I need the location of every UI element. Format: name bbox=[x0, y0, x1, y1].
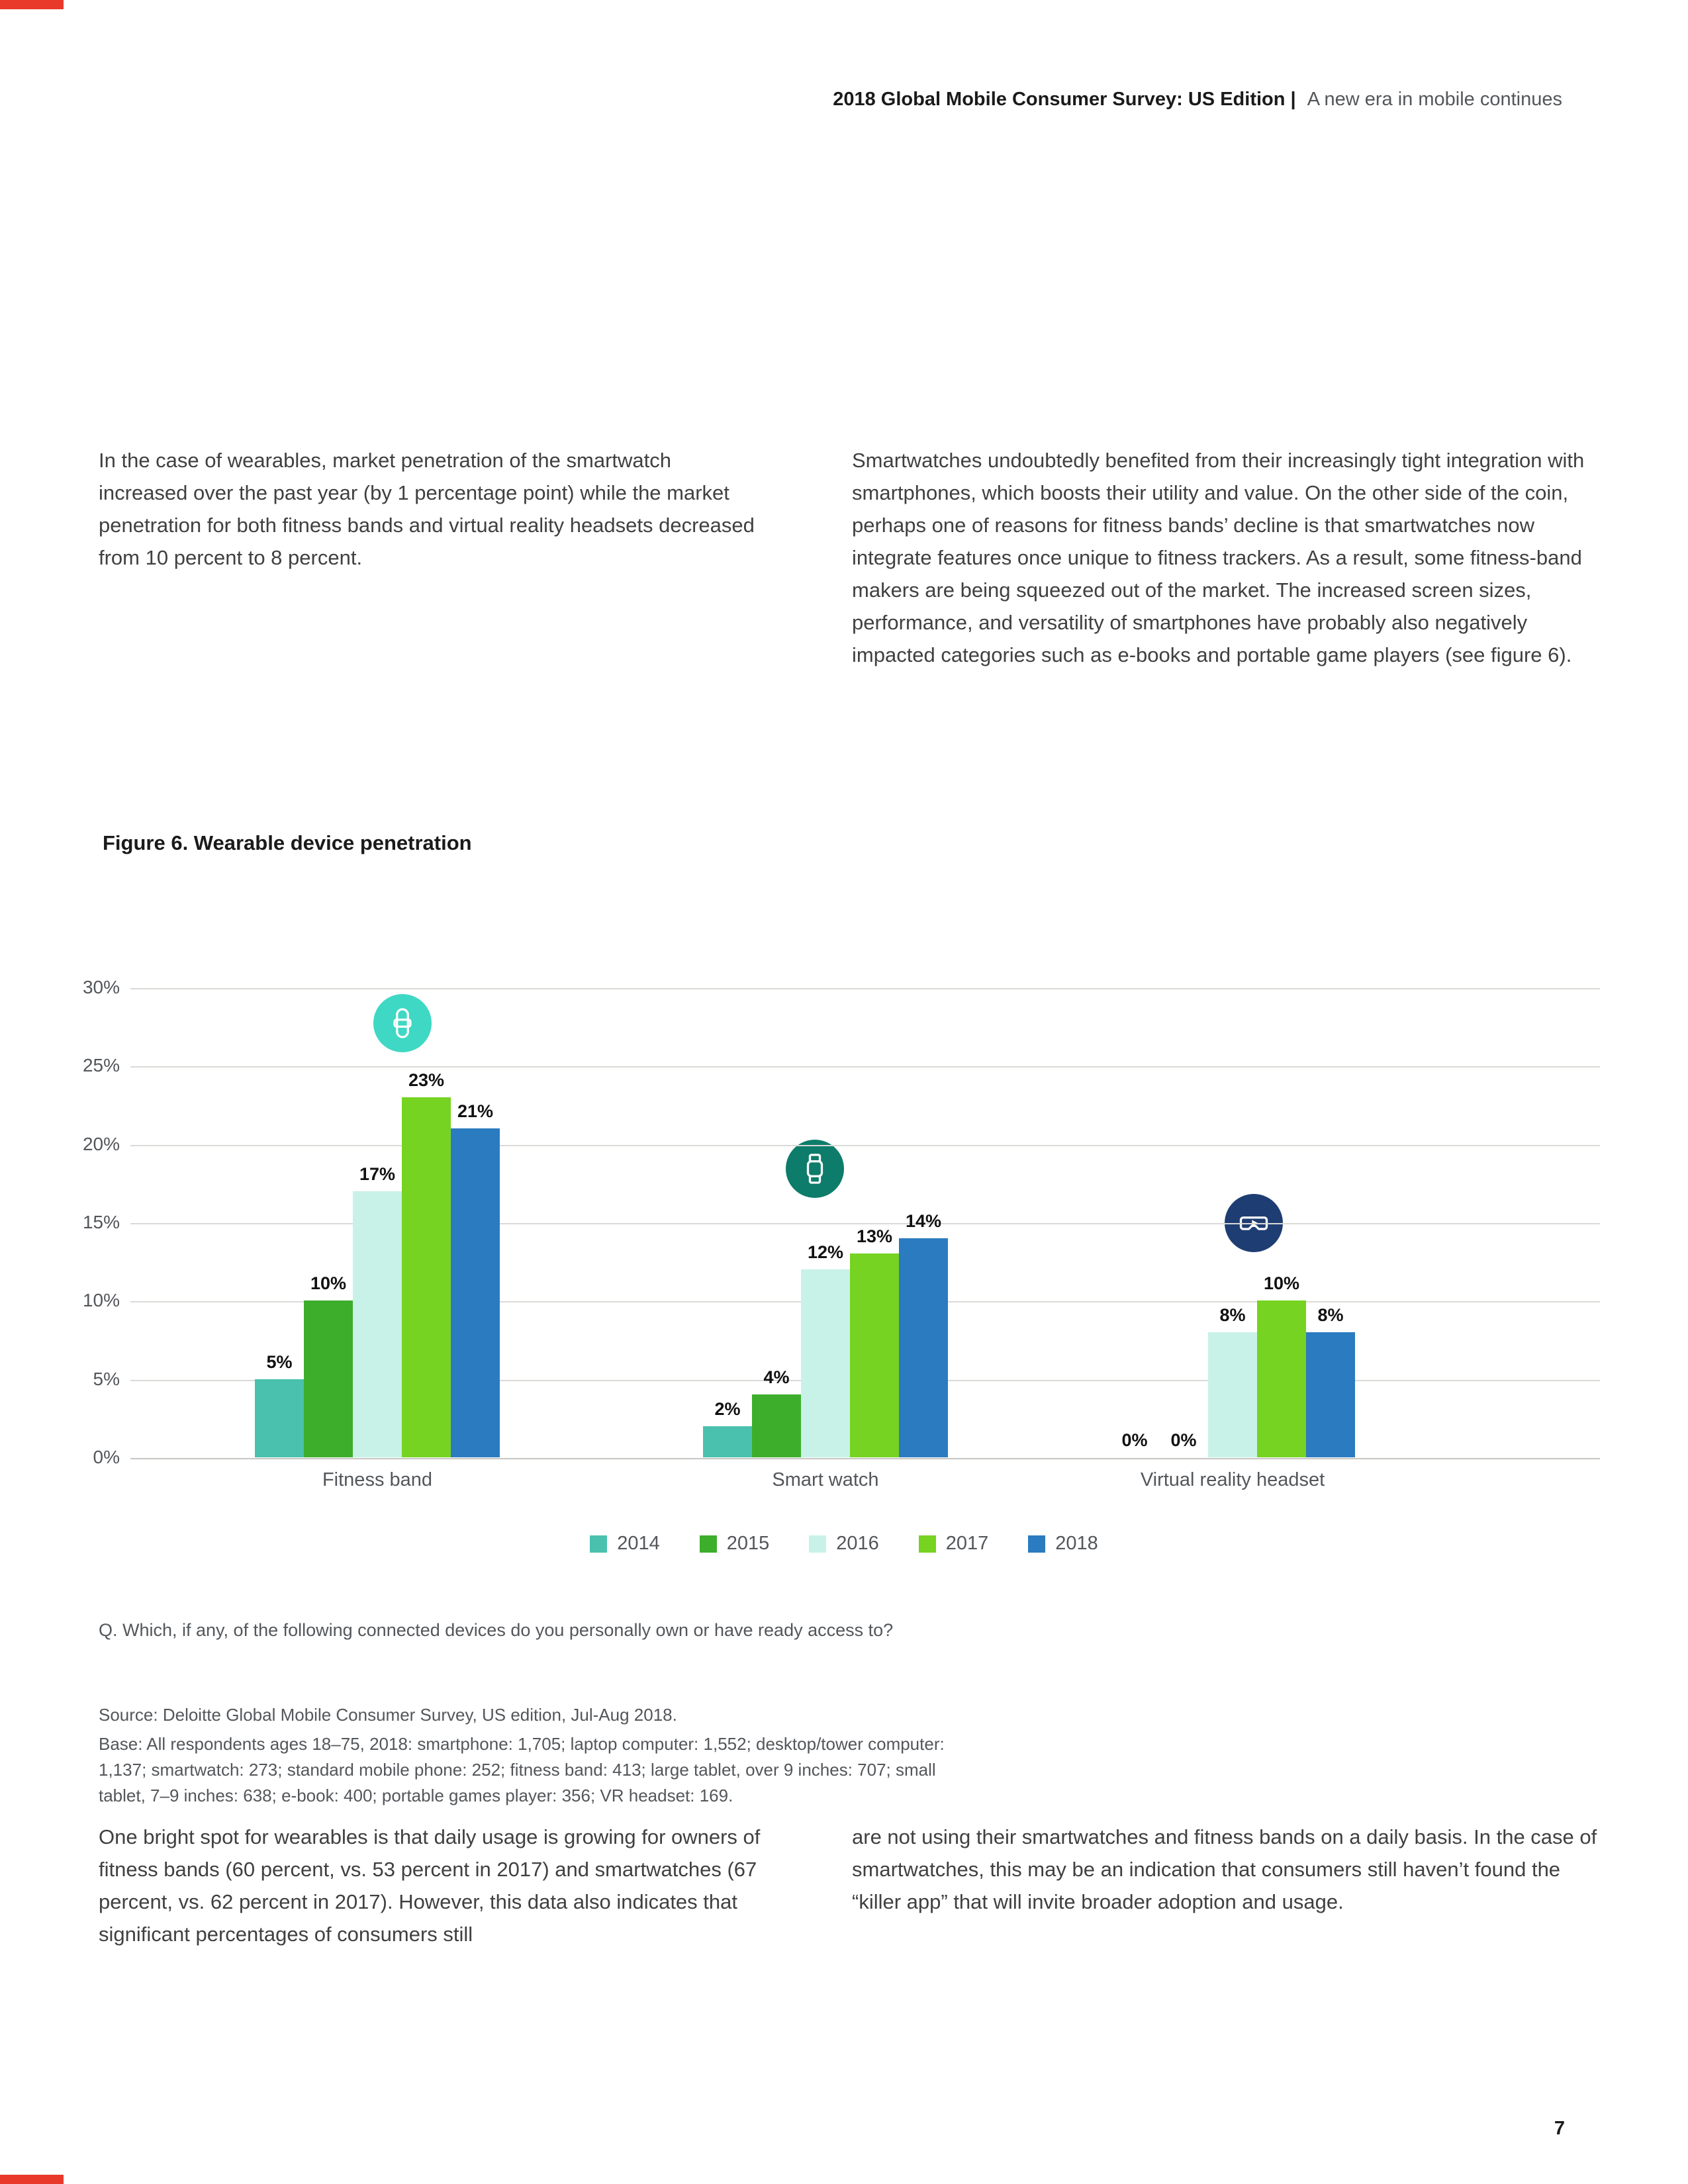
y-axis-tick: 0% bbox=[93, 1447, 120, 1467]
figure-title: Figure 6. Wearable device penetration bbox=[103, 831, 472, 854]
bar-value-label: 2% bbox=[714, 1398, 741, 1419]
legend-item-2018 bbox=[1028, 1533, 1098, 1555]
bar-smart-watch-2014 bbox=[703, 1426, 752, 1457]
bar-fitness-band-2016 bbox=[353, 1191, 402, 1457]
legend-swatch bbox=[809, 1535, 826, 1553]
page-header bbox=[0, 89, 1562, 111]
bar-value-label: 17% bbox=[359, 1163, 396, 1184]
wearable-penetration-bar-chart bbox=[82, 977, 1600, 1490]
legend-label: 2016 bbox=[836, 1533, 879, 1554]
bar-value-label: 0% bbox=[1170, 1430, 1197, 1450]
y-axis-tick: 30% bbox=[82, 977, 120, 997]
gridline-15 bbox=[130, 1223, 1600, 1224]
crop-mark-bottom bbox=[0, 2175, 64, 2184]
y-axis-tick: 20% bbox=[82, 1133, 120, 1154]
bar-fitness-band-2015 bbox=[304, 1300, 353, 1457]
gridline-0 bbox=[130, 1458, 1600, 1459]
bar-value-label: 21% bbox=[457, 1101, 494, 1121]
chart-legend bbox=[0, 1533, 1688, 1555]
y-axis-tick: 10% bbox=[82, 1290, 120, 1311]
y-axis-tick: 25% bbox=[82, 1055, 120, 1076]
outro-right-paragraph: are not using their smartwatches and fitness bands on a daily basis. In the case of smartwatches, this may be an indication that consumers still haven’t found the “killer app” that will invite broader adoption and usage. bbox=[852, 1825, 1597, 1913]
y-axis-tick: 5% bbox=[93, 1368, 120, 1389]
x-axis-category-label: Virtual reality headset bbox=[1140, 1469, 1325, 1490]
bar-fitness-band-2014 bbox=[255, 1379, 304, 1457]
x-axis-category-label: Smart watch bbox=[772, 1469, 879, 1490]
source-note: Source: Deloitte Global Mobile Consumer Survey, US edition, Jul-Aug 2018. bbox=[99, 1705, 677, 1725]
gridline-20 bbox=[130, 1145, 1600, 1146]
gridline-25 bbox=[130, 1066, 1600, 1068]
legend-swatch bbox=[590, 1535, 607, 1553]
fitness-band-icon bbox=[373, 994, 432, 1052]
legend-item-2016 bbox=[809, 1533, 879, 1555]
page-number: 7 bbox=[1554, 2118, 1565, 2139]
x-axis-category-label: Fitness band bbox=[322, 1469, 433, 1490]
bar-virtual-reality-headset-2016 bbox=[1208, 1332, 1257, 1457]
bar-value-label: 23% bbox=[408, 1069, 445, 1090]
outro-left-paragraph: One bright spot for wearables is that daily usage is growing for owners of fitness bands (60 percent, vs. 53 percent in 2017) and smartwatches (67 percent, vs. 62 percent in 2017). However, this data also indicates that significant percentages of consumers still bbox=[99, 1825, 761, 1946]
bar-smart-watch-2017 bbox=[850, 1253, 899, 1457]
legend-label: 2017 bbox=[945, 1533, 989, 1554]
bar-value-label: 0% bbox=[1121, 1430, 1148, 1450]
legend-item-2015 bbox=[700, 1533, 770, 1555]
bar-fitness-band-2018 bbox=[451, 1128, 500, 1457]
legend-item-2014 bbox=[590, 1533, 660, 1555]
legend-swatch bbox=[919, 1535, 936, 1553]
header-title: 2018 Global Mobile Consumer Survey: US Edition | bbox=[833, 89, 1296, 110]
bar-smart-watch-2015 bbox=[752, 1394, 801, 1457]
bar-smart-watch-2016 bbox=[801, 1269, 850, 1457]
smart-watch-icon bbox=[786, 1140, 844, 1198]
bar-virtual-reality-headset-2018 bbox=[1306, 1332, 1355, 1457]
bar-smart-watch-2018 bbox=[899, 1238, 948, 1457]
bar-value-label: 13% bbox=[856, 1226, 893, 1247]
bar-value-label: 10% bbox=[310, 1273, 347, 1294]
base-note: Base: All respondents ages 18–75, 2018: smartphone: 1,705; laptop computer: 1,552; desktop/tower computer: 1,137; smartwatch: 273; standard mobile phone: 252; fitness band: 413; large tablet, over 9 inches: 707; small tablet, 7–9 inches: 638; e-book: 400; portable games player: 356; VR headset: 169. bbox=[99, 1734, 945, 1805]
bar-value-label: 14% bbox=[905, 1210, 942, 1231]
legend-swatch bbox=[1028, 1535, 1045, 1553]
crop-mark-top bbox=[0, 0, 64, 9]
header-subtitle: A new era in mobile continues bbox=[1307, 89, 1562, 110]
bar-value-label: 4% bbox=[763, 1367, 790, 1388]
intro-left-paragraph: In the case of wearables, market penetration of the smartwatch increased over the past year (by 1 percentage point) while the market penetration for both fitness bands and virtual reality headsets decreased from 10 percent to 8 percent. bbox=[99, 449, 755, 569]
survey-question: Q. Which, if any, of the following connected devices do you personally own or have ready access to? bbox=[99, 1620, 894, 1640]
y-axis-tick: 15% bbox=[82, 1212, 120, 1232]
bar-value-label: 5% bbox=[266, 1351, 293, 1372]
bar-value-label: 8% bbox=[1219, 1304, 1246, 1325]
bar-value-label: 8% bbox=[1317, 1304, 1344, 1325]
gridline-30 bbox=[130, 988, 1600, 989]
legend-swatch bbox=[700, 1535, 717, 1553]
bar-fitness-band-2017 bbox=[402, 1097, 451, 1457]
legend-item-2017 bbox=[919, 1533, 989, 1555]
legend-label: 2014 bbox=[617, 1533, 660, 1554]
intro-right-paragraph: Smartwatches undoubtedly benefited from their increasingly tight integration with smartphones, which boosts their utility and value. On the other side of the coin, perhaps one of reasons for fitness bands’ decline is that smartwatches now integrate features once unique to fitness trackers. As a result, some fitness-band makers are being squeezed out of the market. The increased screen sizes, performance, and versatility of smartphones have probably also negatively impacted categories such as e-books and portable game players (see figure 6). bbox=[852, 449, 1585, 666]
legend-label: 2018 bbox=[1055, 1533, 1098, 1554]
bar-value-label: 10% bbox=[1263, 1273, 1300, 1294]
legend-label: 2015 bbox=[726, 1533, 770, 1554]
bar-value-label: 12% bbox=[807, 1242, 844, 1262]
